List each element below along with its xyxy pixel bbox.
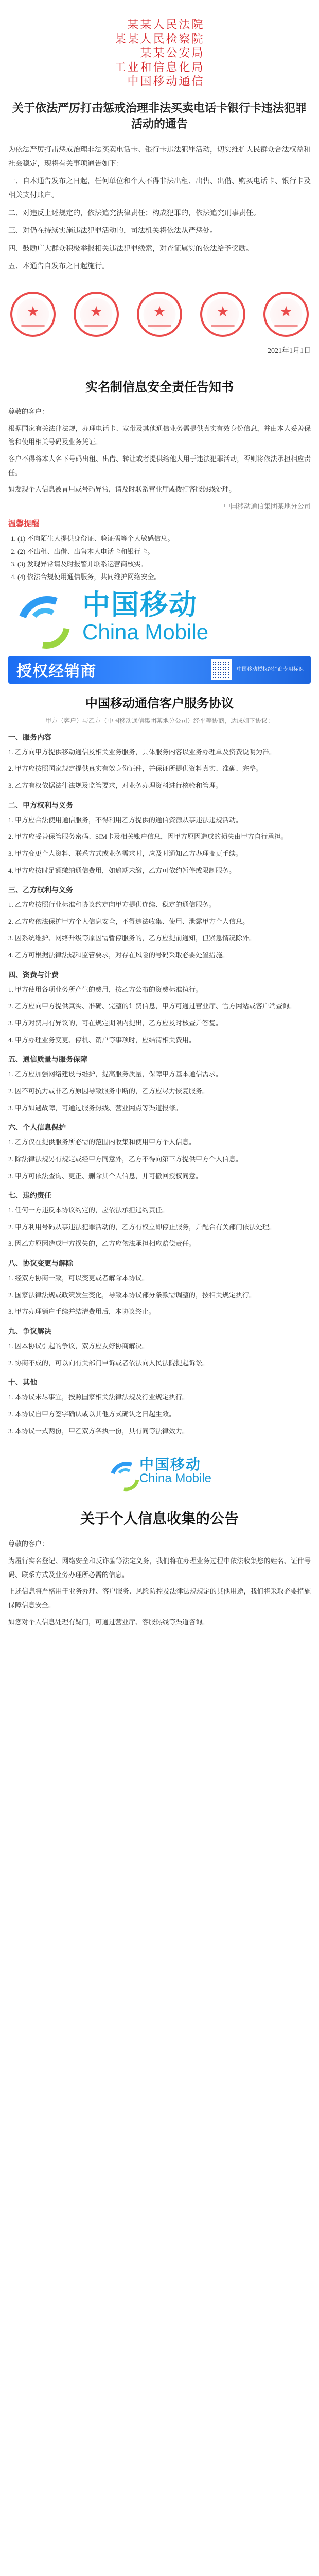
clause-heading: 一、服务内容 bbox=[8, 733, 51, 741]
clause-paragraph: 1. 任何一方违反本协议约定的，应依法承担违约责任。 bbox=[8, 1206, 169, 1214]
bottom-brand-logo bbox=[8, 1458, 311, 1485]
seal-icon bbox=[10, 292, 56, 337]
intro-paragraph-5: 四、鼓励广大群众积极举报相关违法犯罪线索，对查证属实的依法给予奖励。 bbox=[8, 245, 253, 253]
seal-icon bbox=[263, 292, 309, 337]
clause-paragraph: 3. 甲方办理销户手续并结清费用后，本协议终止。 bbox=[8, 1308, 156, 1316]
clause-paragraph: 1. 乙方应加强网络建设与维护，提高服务质量，保障甲方基本通信需求。 bbox=[8, 1070, 223, 1078]
china-mobile-logo-icon bbox=[108, 1461, 122, 1472]
intro-paragraph-6: 五、本通告自发布之日起施行。 bbox=[8, 263, 109, 271]
clause-heading: 九、争议解决 bbox=[8, 1327, 51, 1336]
real-name-paragraph-4: 如发现个人信息被冒用或号码异常，请及时联系营业厅或拨打客服热线处理。 bbox=[8, 485, 236, 494]
real-name-section bbox=[8, 377, 311, 584]
collection-notice-title: 关于个人信息收集的公告 bbox=[80, 1511, 239, 1528]
bottom-brand-en: China Mobile bbox=[139, 1471, 212, 1486]
banner-note: 中国移动授权经销商专用标识 bbox=[237, 666, 304, 672]
clause-5 bbox=[8, 1054, 311, 1115]
org-line-2: 某某人民检察院 bbox=[114, 32, 205, 45]
china-mobile-logo-icon bbox=[13, 595, 71, 639]
clause-heading: 七、违约责任 bbox=[8, 1191, 51, 1200]
clause-2 bbox=[8, 800, 311, 878]
clause-paragraph: 2. 本协议自甲方签字确认或以其他方式确认之日起生效。 bbox=[8, 1410, 176, 1418]
clause-paragraph: 4. 甲方应按时足额缴纳通信费用，如逾期未缴，乙方可依约暂停或限制服务。 bbox=[8, 866, 236, 874]
banner-label: 授权经销商 bbox=[16, 663, 96, 680]
clause-heading: 四、资费与计费 bbox=[8, 970, 59, 979]
seal-icon bbox=[137, 292, 182, 337]
org-line-1: 某某人民法院 bbox=[127, 18, 205, 31]
brand-cn: 中国移动 bbox=[82, 589, 198, 620]
clause-paragraph: 2. 除法律法规另有规定或经甲方同意外，乙方不得向第三方提供甲方个人信息。 bbox=[8, 1155, 243, 1163]
clause-paragraph: 1. 乙方应按照行业标准和协议约定向甲方提供连续、稳定的通信服务。 bbox=[8, 901, 216, 909]
bottom-brand-text bbox=[139, 1458, 211, 1485]
clause-paragraph: 3. 甲方如遇故障，可通过服务热线、营业网点等渠道报修。 bbox=[8, 1104, 183, 1112]
seal-icon bbox=[74, 292, 119, 337]
clause-1 bbox=[8, 732, 311, 793]
clause-paragraph: 1. 甲方应合法使用通信服务，不得利用乙方提供的通信资源从事违法违规活动。 bbox=[8, 816, 243, 824]
clause-heading: 八、协议变更与解除 bbox=[8, 1259, 73, 1268]
brand-text bbox=[82, 591, 208, 643]
issuing-organizations bbox=[114, 18, 204, 89]
intro-paragraph-1: 为依法严厉打击惩戒治理非法买卖电话卡、银行卡违法犯罪活动，切实维护人民群众合法权益和社会稳定，现将有关事项通告如下： bbox=[8, 146, 311, 168]
clause-heading: 十、其他 bbox=[8, 1378, 37, 1387]
clause-paragraph: 1. 乙方向甲方提供移动通信及相关业务服务，具体服务内容以业务办理单及资费说明为准。 bbox=[8, 748, 276, 756]
clause-3 bbox=[8, 885, 311, 962]
real-name-paragraph-1: 尊敬的客户： bbox=[8, 408, 49, 416]
clause-paragraph: 2. 甲方应妥善保管服务密码、SIM卡及相关账户信息，因甲方原因造成的损失由甲方自行承担。 bbox=[8, 833, 288, 841]
clause-heading: 六、个人信息保护 bbox=[8, 1123, 66, 1132]
clause-paragraph: 3. 甲方变更个人资料、联系方式或业务需求时，应及时通知乙方办理变更手续。 bbox=[8, 849, 243, 857]
collection-notice-paragraph-3: 上述信息将严格用于业务办理、客户服务、风险防控及法律法规规定的其他用途，我们将采取必要措施保障信息安全。 bbox=[8, 1587, 311, 1609]
clause-paragraph: 2. 乙方应依法保护甲方个人信息安全，不得违法收集、使用、泄露甲方个人信息。 bbox=[8, 917, 250, 925]
clause-paragraph: 1. 甲方使用各项业务所产生的费用，按乙方公布的资费标准执行。 bbox=[8, 985, 203, 993]
warning-list bbox=[8, 533, 311, 584]
clause-paragraph: 2. 因不可抗力或非乙方原因导致服务中断的，乙方应尽力恢复服务。 bbox=[8, 1087, 209, 1095]
clause-paragraph: 1. 经双方协商一致，可以变更或者解除本协议。 bbox=[8, 1274, 149, 1282]
authorized-dealer-banner bbox=[8, 656, 311, 684]
seal-icon bbox=[200, 292, 245, 337]
agreement-title: 中国移动通信客户服务协议 bbox=[85, 697, 234, 710]
clause-paragraph: 2. 协商不成的，可以向有关部门申诉或者依法向人民法院提起诉讼。 bbox=[8, 1359, 209, 1367]
agreement-header bbox=[8, 693, 311, 725]
clause-8 bbox=[8, 1258, 311, 1319]
agreement-subtitle: 甲方（客户）与乙方（中国移动通信集团某地分公司）经平等协商，达成如下协议： bbox=[45, 717, 274, 724]
clause-paragraph: 3. 本协议一式两份，甲乙双方各执一份，具有同等法律效力。 bbox=[8, 1427, 189, 1435]
org-line-3: 某某公安局 bbox=[140, 46, 205, 59]
warning-item: 3. (3) 发现异常请及时报警并联系运营商核实。 bbox=[17, 558, 311, 571]
clause-paragraph: 4. 甲方办理业务变更、停机、销户等事项时，应结清相关费用。 bbox=[8, 1036, 196, 1044]
clause-heading: 三、乙方权利与义务 bbox=[8, 886, 73, 894]
clause-heading: 二、甲方权利与义务 bbox=[8, 801, 73, 809]
real-name-paragraph-2: 根据国家有关法律法规，办理电话卡、宽带及其他通信业务需提供真实有效身份信息，并由本人妥善保管和使用相关号码及业务凭证。 bbox=[8, 424, 311, 446]
clause-10 bbox=[8, 1377, 311, 1438]
notice-date: 2021年1月1日 bbox=[268, 347, 311, 355]
real-name-meta: 中国移动通信集团某地分公司 bbox=[223, 502, 311, 510]
clause-7 bbox=[8, 1190, 311, 1251]
clause-paragraph: 2. 国家法律法规或政策发生变化，导致本协议部分条款需调整的，按相关规定执行。 bbox=[8, 1291, 256, 1299]
warning-item: 4. (4) 依法合规使用通信服务，共同维护网络安全。 bbox=[17, 571, 311, 584]
qr-code-icon bbox=[211, 659, 232, 680]
org-line-4: 工业和信息化局 bbox=[114, 60, 205, 74]
clause-6 bbox=[8, 1122, 311, 1183]
notice-title: 关于依法严厉打击惩戒治理非法买卖电话卡银行卡违法犯罪活动的通告 bbox=[12, 101, 307, 131]
clause-heading: 五、通信质量与服务保障 bbox=[8, 1055, 87, 1064]
official-notice bbox=[8, 13, 311, 355]
warning-title: 温馨提醒 bbox=[8, 519, 40, 528]
agreement-clauses bbox=[8, 732, 311, 1438]
clause-4 bbox=[8, 970, 311, 1047]
collection-notice-section bbox=[8, 1507, 311, 1629]
clause-paragraph: 3. 乙方有权依据法律法规及监管要求，对业务办理资料进行核验和管理。 bbox=[8, 782, 223, 789]
intro-paragraph-2: 一、自本通告发布之日起，任何单位和个人不得非法出租、出售、出借、购买电话卡、银行卡及相关支付账户。 bbox=[8, 178, 311, 200]
warning-item: 2. (2) 不出租、出借、出售本人电话卡和银行卡。 bbox=[17, 546, 311, 558]
clause-paragraph: 1. 乙方仅在提供服务所必需的范围内收集和使用甲方个人信息。 bbox=[8, 1138, 196, 1146]
clause-paragraph: 1. 因本协议引起的争议，双方应友好协商解决。 bbox=[8, 1342, 149, 1350]
org-line-5: 中国移动通信 bbox=[127, 75, 205, 88]
bottom-logo bbox=[108, 1458, 211, 1485]
clause-paragraph: 3. 因系统维护、网络升级等原因需暂停服务的，乙方应提前通知，但紧急情况除外。 bbox=[8, 934, 256, 942]
warning-item: 1. (1) 不向陌生人提供身份证、验证码等个人敏感信息。 bbox=[17, 533, 311, 546]
clause-paragraph: 2. 乙方应向甲方提供真实、准确、完整的计费信息，甲方可通过营业厅、官方网站或客户端查询。 bbox=[8, 1002, 296, 1010]
collection-notice-paragraph-2: 为履行实名登记、网络安全和反诈骗等法定义务，我们将在办理业务过程中依法收集您的姓名、证件号码、联系方式及业务办理所必需的信息。 bbox=[8, 1557, 311, 1579]
intro-paragraph-3: 二、对违反上述规定的，依法追究法律责任；构成犯罪的，依法追究刑事责任。 bbox=[8, 209, 260, 217]
clause-paragraph: 3. 甲方对费用有异议的，可在规定期限内提出，乙方应及时核查并答复。 bbox=[8, 1019, 223, 1027]
intro-paragraph-4: 三、对仍在持续实施违法犯罪活动的，司法机关将依法从严惩处。 bbox=[8, 227, 217, 235]
clause-paragraph: 3. 甲方可依法查询、更正、删除其个人信息，并可撤回授权同意。 bbox=[8, 1172, 203, 1180]
clause-paragraph: 2. 甲方利用号码从事违法犯罪活动的，乙方有权立即停止服务，并配合有关部门依法处理。 bbox=[8, 1223, 276, 1231]
banner-right bbox=[211, 659, 304, 680]
clause-paragraph: 3. 因乙方原因造成甲方损失的，乙方应依法承担相应赔偿责任。 bbox=[8, 1240, 196, 1248]
bottom-brand-cn: 中国移动 bbox=[139, 1456, 201, 1473]
real-name-paragraph-3: 客户不得将本人名下号码出租、出借、转让或者提供给他人用于违法犯罪活动，否则将依法承担相应责任。 bbox=[8, 454, 311, 477]
brand-logo-card bbox=[8, 584, 311, 656]
clause-paragraph: 2. 甲方应按照国家规定提供真实有效身份证件，并保证所提供资料真实、准确、完整。 bbox=[8, 765, 263, 773]
seal-row bbox=[8, 292, 311, 337]
clause-paragraph: 1. 本协议未尽事宜，按照国家相关法律法规及行业规定执行。 bbox=[8, 1393, 189, 1401]
collection-notice-paragraph-1: 尊敬的客户： bbox=[8, 1540, 49, 1548]
brand-en: China Mobile bbox=[82, 619, 209, 644]
agreement-section bbox=[8, 693, 311, 1438]
clause-9 bbox=[8, 1326, 311, 1370]
clause-paragraph: 4. 乙方可根据法律法规和监管要求，对存在风险的号码采取必要处置措施。 bbox=[8, 951, 229, 959]
real-name-title: 实名制信息安全责任告知书 bbox=[85, 381, 234, 395]
collection-notice-paragraph-4: 如您对个人信息处理有疑问，可通过营业厅、客服热线等渠道咨询。 bbox=[8, 1618, 209, 1626]
